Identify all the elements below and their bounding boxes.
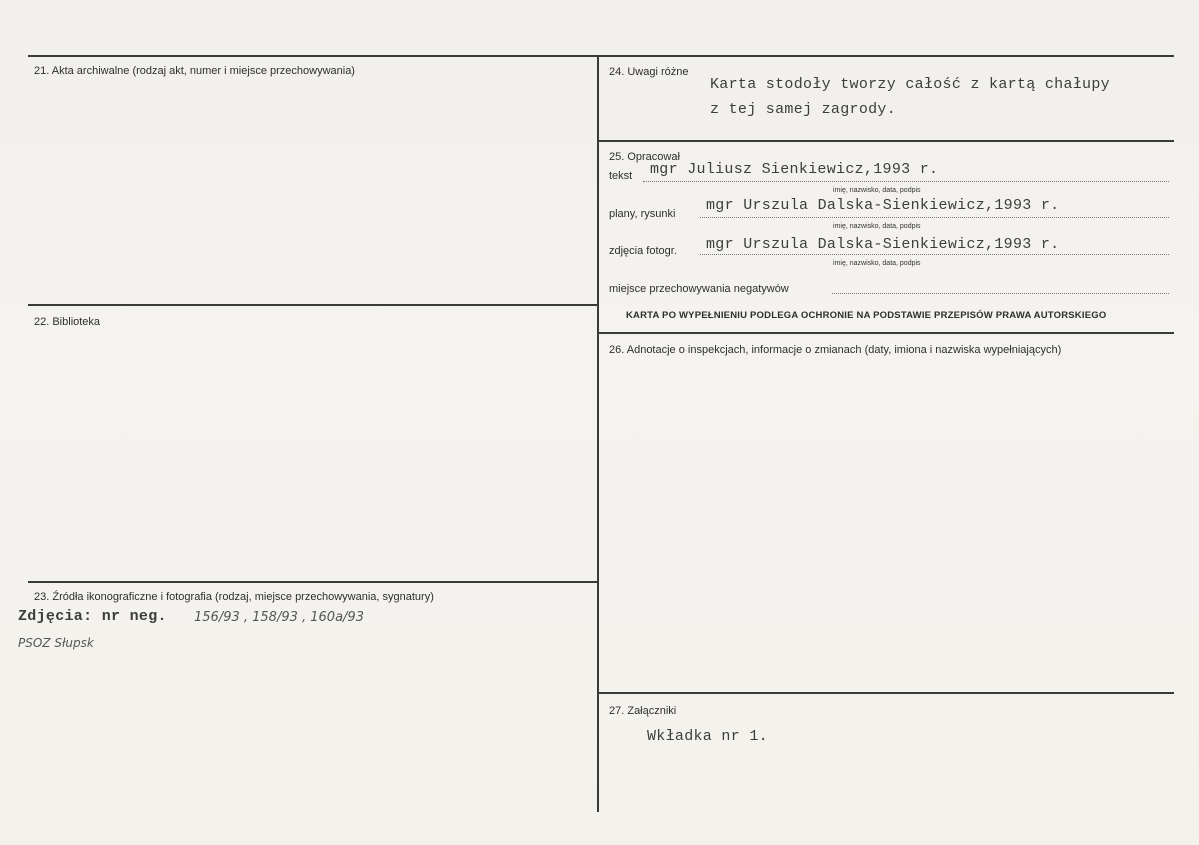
divider-25-26 bbox=[597, 332, 1174, 334]
zdjecia-caption: imię, nazwisko, data, podpis bbox=[833, 260, 921, 267]
plany-dotted-line bbox=[700, 217, 1169, 218]
section-23-negative-numbers: 156/93 , 158/93 , 160a/93 bbox=[194, 610, 364, 625]
tekst-label: tekst bbox=[609, 170, 633, 182]
divider-26-27 bbox=[597, 692, 1174, 694]
divider-22-23 bbox=[28, 581, 598, 583]
section-23-handwritten-note: PSOZ Słupsk bbox=[18, 636, 94, 650]
zdjecia-dotted-line bbox=[700, 254, 1169, 255]
section-25-label: 25. Opracował bbox=[609, 151, 680, 163]
section-22-label: 22. Biblioteka bbox=[34, 316, 101, 328]
tekst-dotted-line bbox=[643, 181, 1169, 182]
tekst-caption: imię, nazwisko, data, podpis bbox=[833, 187, 921, 194]
copyright-notice: KARTA PO WYPEŁNIENIU PODLEGA OCHRONIE NA PODSTAWIE PRZEPISÓW PRAWA AUTORSKIEGO bbox=[626, 310, 1107, 321]
section-23-label: 23. Źródła ikonograficzne i fotografia (rodzaj, miejsce przechowywania, sygnatury) bbox=[34, 591, 434, 603]
plany-caption: imię, nazwisko, data, podpis bbox=[833, 223, 921, 230]
section-23-typed: Zdjęcia: nr neg. bbox=[18, 608, 167, 625]
divider-24-25 bbox=[597, 140, 1174, 142]
plany-label: plany, rysunki bbox=[609, 208, 676, 220]
zdjecia-label: zdjęcia fotogr. bbox=[609, 245, 677, 257]
section-24-line-1: Karta stodoły tworzy całość z kartą chałupy bbox=[710, 76, 1110, 93]
divider-21-22 bbox=[28, 304, 598, 306]
tekst-value: mgr Juliusz Sienkiewicz,1993 r. bbox=[650, 161, 939, 178]
section-27-label: 27. Załączniki bbox=[609, 705, 677, 717]
plany-value: mgr Urszula Dalska-Sienkiewicz,1993 r. bbox=[706, 197, 1060, 214]
top-border-line bbox=[28, 55, 1174, 57]
center-divider bbox=[597, 55, 599, 812]
section-21-label: 21. Akta archiwalne (rodzaj akt, numer i miejsce przechowywania) bbox=[34, 65, 355, 77]
section-24-line-2: z tej samej zagrody. bbox=[710, 101, 897, 118]
section-24-label: 24. Uwagi różne bbox=[609, 66, 689, 78]
section-26-label: 26. Adnotacje o inspekcjach, informacje o zmianach (daty, imiona i nazwiska wypełniających) bbox=[609, 344, 1062, 356]
negatywy-dotted-line bbox=[832, 293, 1169, 294]
section-27-value: Wkładka nr 1. bbox=[647, 728, 768, 745]
negatywy-label: miejsce przechowywania negatywów bbox=[609, 283, 789, 295]
zdjecia-value: mgr Urszula Dalska-Sienkiewicz,1993 r. bbox=[706, 236, 1060, 253]
